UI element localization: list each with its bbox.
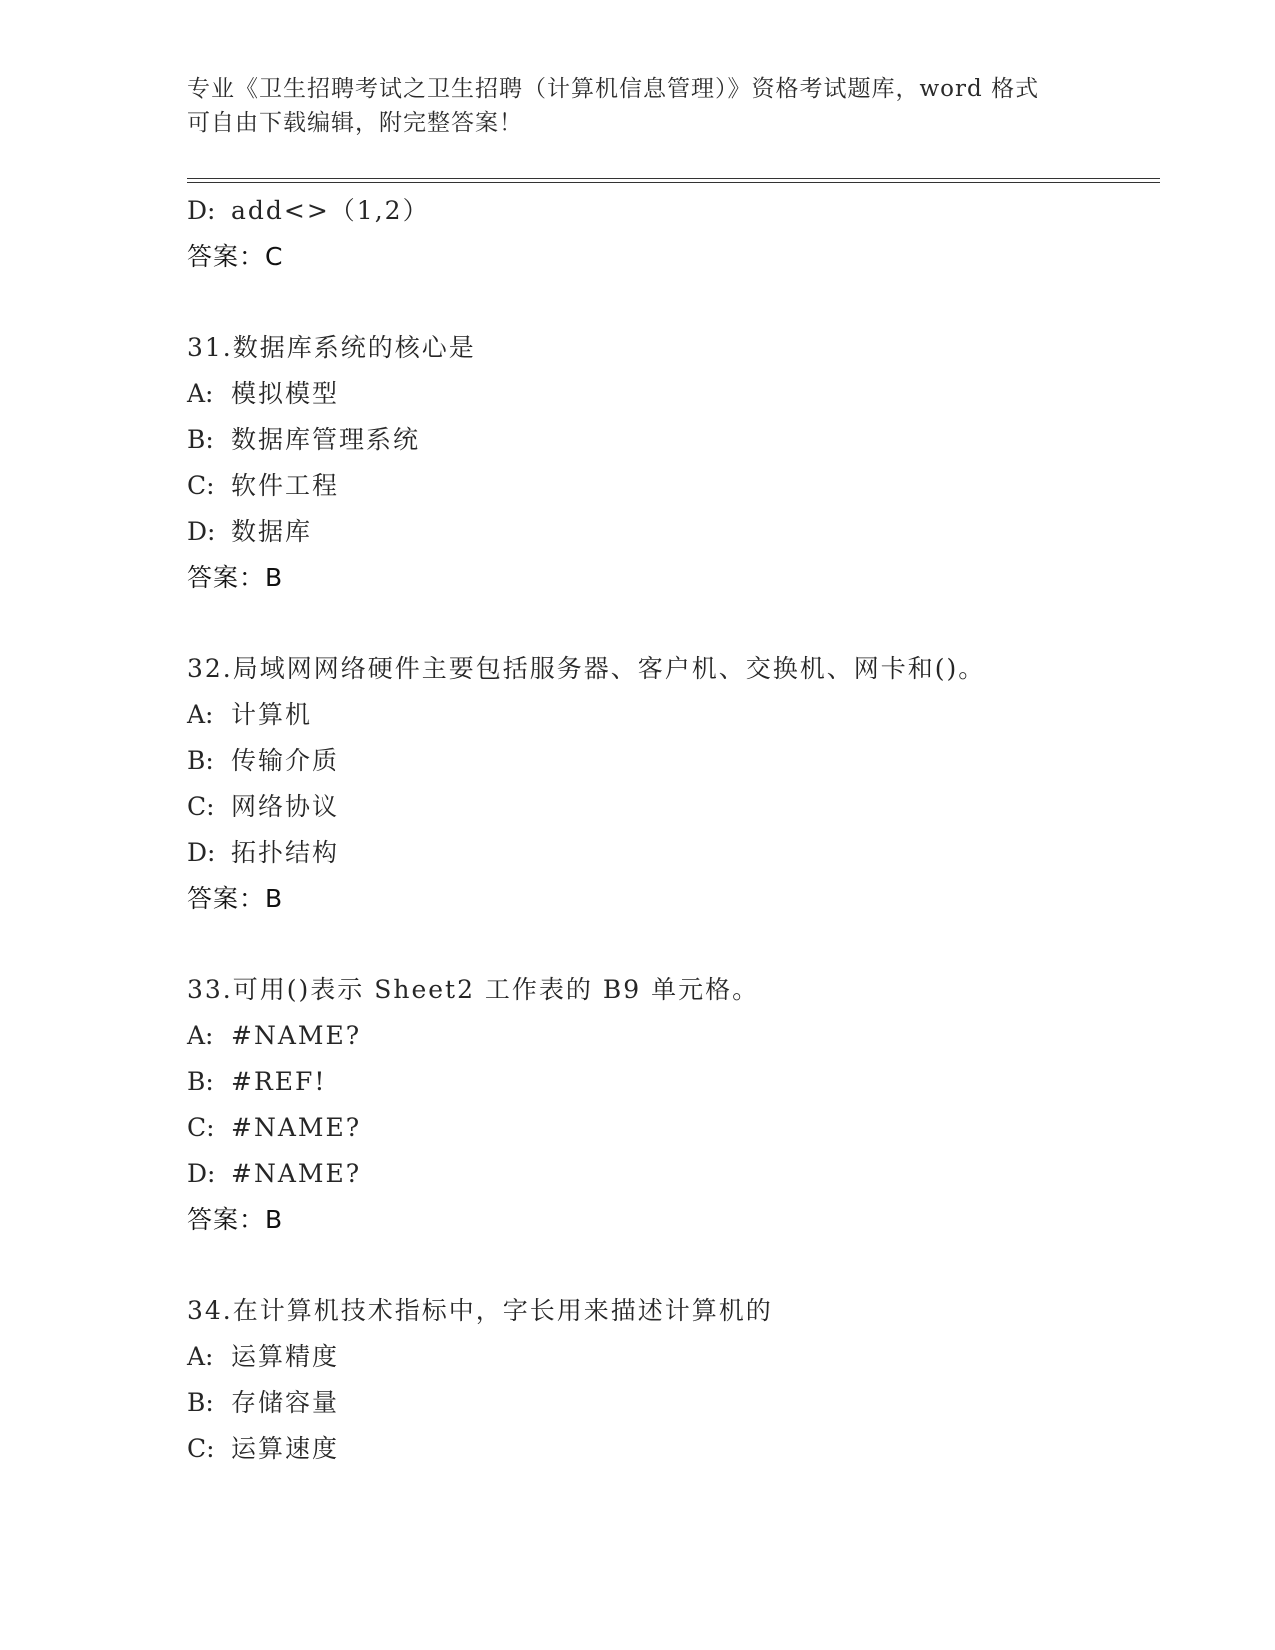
question-stem: 31.数据库系统的核心是 — [187, 333, 476, 362]
header-double-rule — [187, 178, 1160, 183]
option-c — [187, 1426, 1157, 1472]
option-label: B: — [187, 1067, 214, 1096]
option-text: 计算机 — [231, 700, 313, 729]
option-label: D: — [187, 196, 216, 225]
question-stem: 34.在计算机技术指标中，字长用来描述计算机的 — [187, 1296, 773, 1325]
option-label: D: — [187, 1159, 216, 1188]
option-d — [187, 830, 1157, 876]
option-c — [187, 1105, 1157, 1151]
option-text: 传输介质 — [231, 746, 340, 775]
answer-line: 答案：C — [187, 242, 284, 271]
answer-line: 答案：B — [187, 1205, 284, 1234]
option-a — [187, 371, 1157, 417]
option-d — [187, 509, 1157, 555]
option-d — [187, 1151, 1157, 1197]
option-text: 运算精度 — [231, 1342, 340, 1371]
option-label: A: — [187, 700, 214, 729]
option-a — [187, 1334, 1157, 1380]
option-text: 软件工程 — [231, 471, 340, 500]
spacer — [187, 922, 1157, 967]
option-c — [187, 784, 1157, 830]
option-text: 模拟模型 — [231, 379, 340, 408]
spacer — [187, 601, 1157, 646]
option-b — [187, 738, 1157, 784]
option-label: C: — [187, 471, 215, 500]
option-text: #REF! — [231, 1067, 327, 1096]
option-b — [187, 1380, 1157, 1426]
option-label: C: — [187, 1434, 215, 1463]
option-text: #NAME? — [231, 1159, 362, 1188]
option-label: A: — [187, 379, 214, 408]
spacer — [187, 1243, 1157, 1288]
option-d — [187, 188, 1157, 234]
option-text: add<>（1,2） — [231, 196, 430, 225]
header-line-2: 可自由下载编辑，附完整答案！ — [187, 110, 523, 136]
option-c — [187, 463, 1157, 509]
option-text: 数据库 — [231, 517, 313, 546]
option-a — [187, 1013, 1157, 1059]
option-text: 运算速度 — [231, 1434, 340, 1463]
option-label: B: — [187, 746, 214, 775]
spacer — [187, 280, 1157, 325]
option-label: C: — [187, 792, 215, 821]
option-b — [187, 417, 1157, 463]
option-label: A: — [187, 1342, 214, 1371]
question-content — [187, 188, 1157, 1472]
header-line-1: 专业《卫生招聘考试之卫生招聘（计算机信息管理）》资格考试题库，word 格式 — [187, 76, 1040, 102]
option-text: 数据库管理系统 — [231, 425, 421, 454]
answer-line: 答案：B — [187, 884, 284, 913]
question-stem: 33.可用()表示 Sheet2 工作表的 B9 单元格。 — [187, 975, 760, 1004]
option-a — [187, 692, 1157, 738]
option-label: D: — [187, 838, 216, 867]
option-text: #NAME? — [231, 1021, 362, 1050]
option-text: #NAME? — [231, 1113, 362, 1142]
document-header — [187, 72, 1087, 140]
option-label: D: — [187, 517, 216, 546]
option-label: B: — [187, 425, 214, 454]
question-stem: 32.局域网网络硬件主要包括服务器、客户机、交换机、网卡和()。 — [187, 654, 986, 683]
option-label: A: — [187, 1021, 214, 1050]
option-label: C: — [187, 1113, 215, 1142]
option-text: 存储容量 — [231, 1388, 340, 1417]
option-label: B: — [187, 1388, 214, 1417]
option-text: 拓扑结构 — [231, 838, 340, 867]
answer-line: 答案：B — [187, 563, 284, 592]
option-b — [187, 1059, 1157, 1105]
option-text: 网络协议 — [231, 792, 340, 821]
